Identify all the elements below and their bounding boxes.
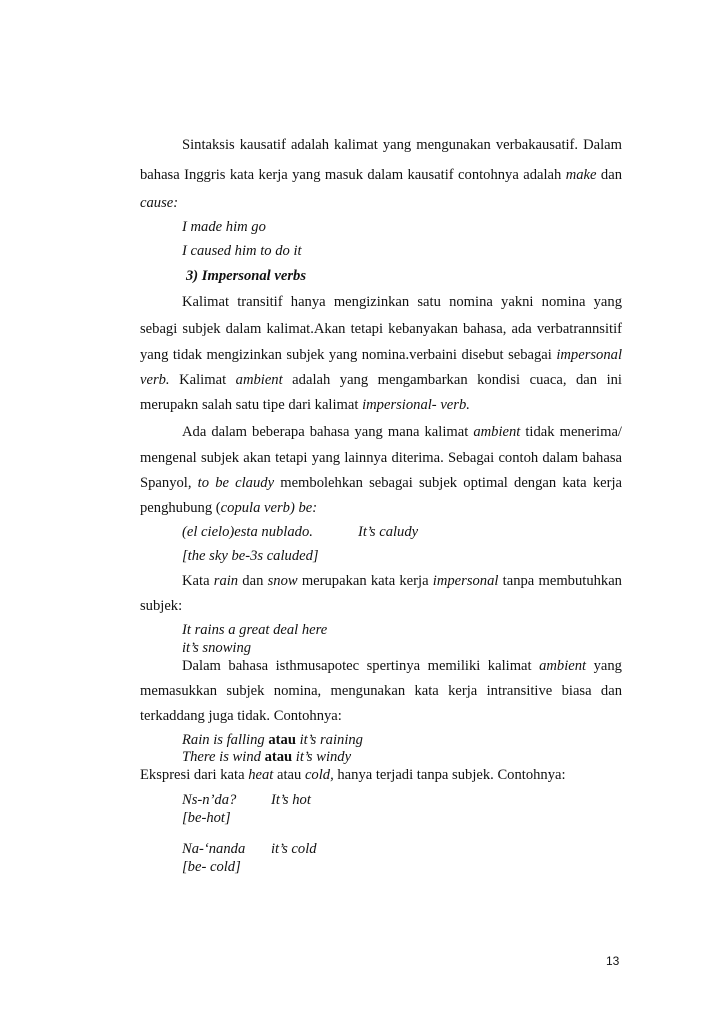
section-heading: 3) Impersonal verbs [186, 268, 306, 284]
example-line: I made him go [182, 219, 266, 235]
paragraph-line: Spanyol, to be claudy membolehkan sebagai subjek optimal dengan kata kerja [140, 475, 622, 491]
paragraph-line: terkaddang juga tidak. Contohnya: [140, 708, 342, 724]
example-line: I caused him to do it [182, 243, 302, 259]
example-translation: It’s caludy [358, 524, 419, 540]
paragraph-line: penghubung (copula verb) be: [140, 500, 318, 516]
example-line: There is wind atau it’s windy [182, 749, 352, 765]
paragraph-line: Kata rain dan snow merupakan kata kerja impersonal tanpa membutuhkan [182, 573, 622, 589]
paragraph-line: memasukkan subjek nomina, mengunakan kata kerja intransitive biasa dan [140, 683, 622, 699]
paragraph-line: mengenal subjek akan tetapi yang lainnya diterima. Sebagai contoh dalam bahasa [140, 450, 622, 466]
paragraph-line: bahasa Inggris kata kerja yang masuk dalam kausatif contohnya adalah make dan [140, 167, 622, 183]
example-line: [the sky be-3s caluded] [182, 548, 319, 564]
paragraph-line: Kalimat transitif hanya mengizinkan satu nomina yakni nomina yang [182, 294, 622, 310]
example-translation: It’s hot [271, 792, 311, 808]
example-line: Rain is falling atau it’s raining [182, 732, 363, 748]
page-number: 13 [606, 954, 620, 968]
example-line: it’s snowing [182, 640, 252, 656]
example-translation: it’s cold [271, 841, 317, 857]
example-line: Na-‘nanda [182, 841, 246, 857]
paragraph-line: cause: [140, 195, 179, 211]
example-line: [be- cold] [182, 859, 241, 875]
paragraph-line: Dalam bahasa isthmusapotec spertinya memiliki kalimat ambient yang [182, 658, 622, 674]
paragraph-line: subjek: [140, 598, 183, 614]
example-line: (el cielo)esta nublado. [182, 524, 313, 540]
paragraph-line: yang tidak mengizinkan subjek yang nomina.verbaini disebut sebagai impersonal [140, 347, 622, 363]
example-line: It rains a great deal here [182, 622, 328, 638]
paragraph-line: Sintaksis kausatif adalah kalimat yang mengunakan verbakausatif. Dalam [182, 137, 622, 153]
paragraph-line: sebagi subjek dalam kalimat.Akan tetapi kebanyakan bahasa, ada verbatrannsitif [140, 321, 622, 337]
example-line: Ns-n’da? [182, 792, 237, 808]
paragraph-line: merupakn salah satu tipe dari kalimat impersional- verb. [140, 397, 470, 413]
paragraph-line: verb. Kalimat ambient adalah yang mengambarkan kondisi cuaca, dan ini [140, 372, 622, 388]
paragraph-line: Ada dalam beberapa bahasa yang mana kalimat ambient tidak menerima/ [182, 424, 622, 440]
paragraph-line: Ekspresi dari kata heat atau cold, hanya terjadi tanpa subjek. Contohnya: [140, 767, 566, 783]
example-line: [be-hot] [182, 810, 231, 826]
